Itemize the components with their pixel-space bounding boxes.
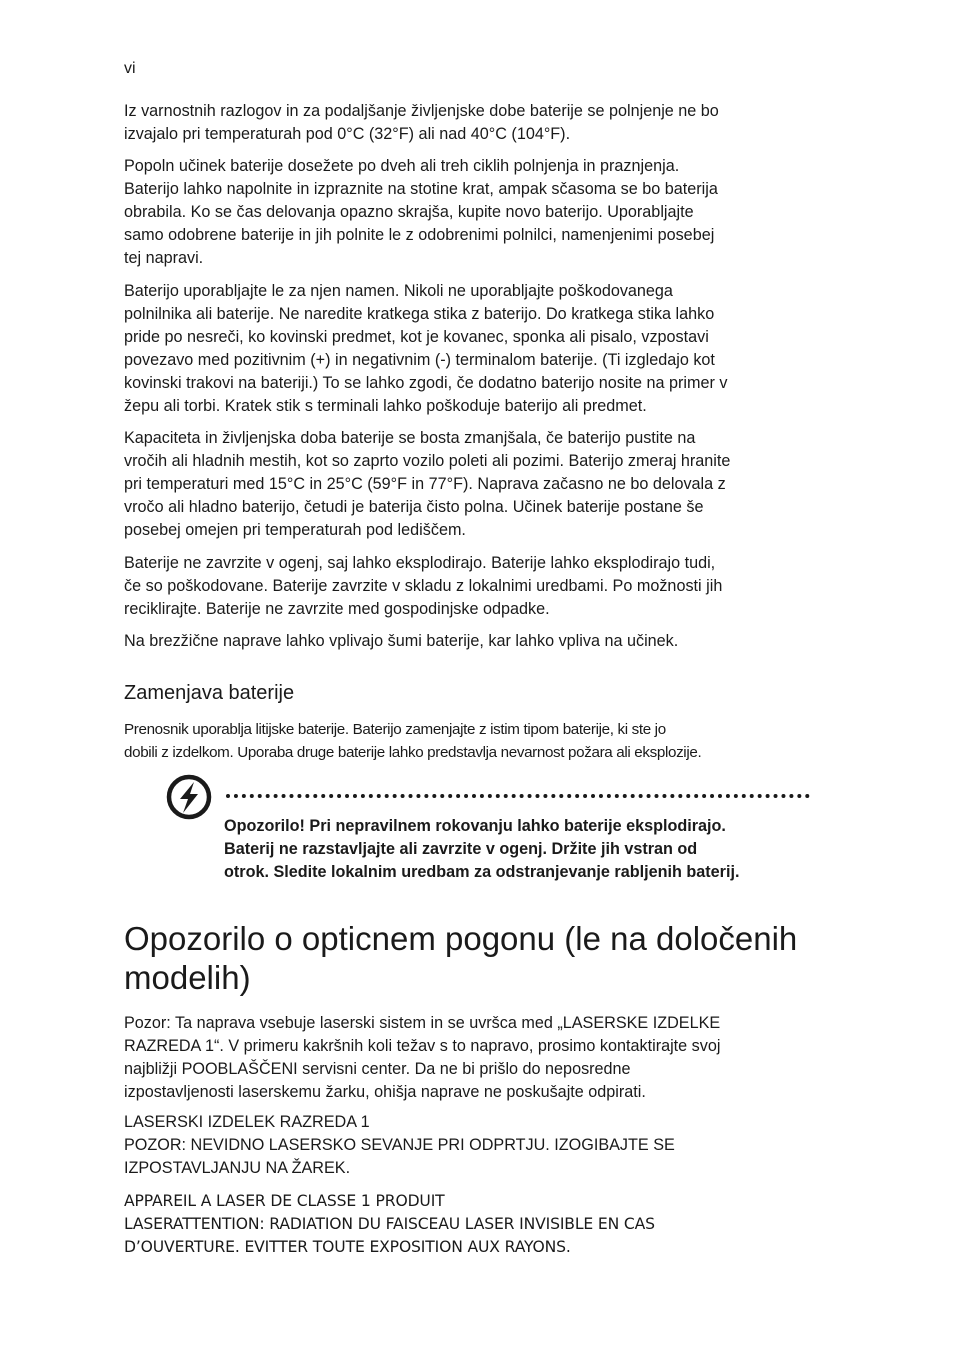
text-line: samo odobrene baterije in jih polnite le z odobrenimi polnilci, namenjenimi posebej — [124, 226, 715, 244]
text-line: LASERATTENTION: RADIATION DU FAISCEAU LASER INVISIBLE EN CAS — [124, 1215, 655, 1233]
text-line: polnilnika ali baterije. Ne naredite kratkega stika z baterijo. Do kratkega stika lahko — [124, 305, 715, 323]
replacement-paragraph — [124, 718, 824, 764]
text-line: IZPOSTAVLJANJU NA ŽAREK. — [124, 1159, 351, 1177]
text-line: Baterije ne zavrzite v ogenj, saj lahko eksplodirajo. Baterije lahko eksplodirajo tudi, — [124, 554, 716, 572]
text-line: Baterijo lahko napolnite in izpraznite na stotine krat, ampak sčasoma se bo baterija — [124, 180, 718, 198]
text-line: D’OUVERTURE. EVITTER TOUTE EXPOSITION AUX RAYONS. — [124, 1238, 571, 1256]
text-line: kovinski trakovi na bateriji.) To se lahko zgodi, če dodatno baterijo nosite na primer v — [124, 374, 728, 392]
heading-line: modelih) — [124, 959, 251, 996]
text-line: LASERSKI IZDELEK RAZREDA 1 — [124, 1113, 370, 1131]
text-line: tej napravi. — [124, 249, 204, 267]
warning-divider — [226, 794, 810, 798]
warning-text — [224, 815, 814, 884]
text-line: posebej omejen pri temperaturah pod lediščem. — [124, 521, 466, 539]
text-line: obrabila. Ko se čas delovanja opazno skrajša, kupite novo baterijo. Uporabljajte — [124, 203, 694, 221]
text-line: Popoln učinek baterije dosežete po dveh ali treh ciklih polnjenja in praznjenja. — [124, 157, 680, 175]
text-line: najbližji POOBLAŠČENI servisni center. Da ne bi prišlo do neposredne — [124, 1060, 631, 1078]
text-line: Baterijo uporabljajte le za njen namen. Nikoli ne uporabljajte poškodovanega — [124, 282, 673, 300]
battery-paragraph-4 — [124, 427, 814, 542]
text-line: Baterij ne razstavljajte ali zavrzite v ogenj. Držite jih vstran od — [224, 840, 698, 858]
text-line: pride po nesreči, ko kovinski predmet, kot je kovanec, sponka ali pisalo, vzpostavi — [124, 328, 709, 346]
battery-paragraph-6 — [124, 630, 814, 653]
text-line: žepu ali torbi. Kratek stik s terminali lahko poškoduje baterijo ali predmet. — [124, 397, 647, 415]
text-line: Opozorilo! Pri nepravilnem rokovanju lahko baterije eksplodirajo. — [224, 817, 726, 835]
text-line: otrok. Sledite lokalnim uredbam za odstranjevanje rabljenih baterij. — [224, 863, 740, 881]
text-line: Pozor: Ta naprava vsebuje laserski sistem in se uvršca med „LASERSKE IZDELKE — [124, 1014, 721, 1032]
text-line: Kapaciteta in življenjska doba baterije se bosta zmanjšala, če baterijo pustite na — [124, 429, 696, 447]
text-line: vročo ali hladno baterijo, četudi je baterija čisto polna. Učinek baterije postane še — [124, 498, 704, 516]
text-line: povezavo med pozitivnim (+) in negativnim (-) terminalom baterije. (Ti izgledajo kot — [124, 351, 715, 369]
text-line: če so poškodovane. Baterije zavrzite v skladu z lokalnimi uredbami. Po možnosti jih — [124, 577, 723, 595]
page-number: vi — [124, 60, 136, 77]
battery-paragraph-1 — [124, 100, 814, 146]
battery-paragraph-3 — [124, 280, 814, 418]
text-line: izvajalo pri temperaturah pod 0°C (32°F) ali nad 40°C (104°F). — [124, 125, 571, 143]
text-line: izpostavljenosti laserskemu žarku, ohišja naprave ne poskušajte odpirati. — [124, 1083, 646, 1101]
optical-paragraph-1 — [124, 1012, 814, 1104]
text-line: POZOR: NEVIDNO LASERSKO SEVANJE PRI ODPRTJU. IZOGIBAJTE SE — [124, 1136, 675, 1154]
optical-drive-heading — [124, 919, 844, 997]
replacement-heading: Zamenjava baterije — [124, 682, 295, 704]
battery-paragraph-5 — [124, 552, 814, 621]
text-line: Iz varnostnih razlogov in za podaljšanje življenjske dobe baterije se polnjenje ne bo — [124, 102, 719, 120]
optical-paragraph-2 — [124, 1111, 814, 1180]
text-line: APPAREIL A LASER DE CLASSE 1 PRODUIT — [124, 1192, 445, 1210]
text-line: Prenosnik uporablja litijske baterije. Baterijo zamenjajte z istim tipom baterije, ki ste jo — [124, 721, 666, 738]
text-line: pri temperaturi med 15°C in 25°C (59°F in 77°F). Naprava začasno ne bo delovala z — [124, 475, 726, 493]
text-line: RAZREDA 1“. V primeru kakršnih koli težav s to napravo, prosimo kontaktirajte svoj — [124, 1037, 721, 1055]
text-line: Na brezžične naprave lahko vplivajo šumi baterije, kar lahko vpliva na učinek. — [124, 632, 679, 650]
heading-line: Opozorilo o opticnem pogonu (le na določenih — [124, 920, 798, 957]
optical-paragraph-3 — [124, 1190, 814, 1259]
text-line: vročih ali hladnih mestih, kot so zaprto vozilo poleti ali pozimi. Baterijo zmeraj hranite — [124, 452, 731, 470]
text-line: dobili z izdelkom. Uporaba druge baterije lahko predstavlja nevarnost požara ali eksplozije. — [124, 744, 702, 761]
battery-paragraph-2 — [124, 155, 814, 270]
lightning-warning-icon — [166, 774, 212, 820]
text-line: reciklirajte. Baterije ne zavrzite med gospodinjske odpadke. — [124, 600, 550, 618]
